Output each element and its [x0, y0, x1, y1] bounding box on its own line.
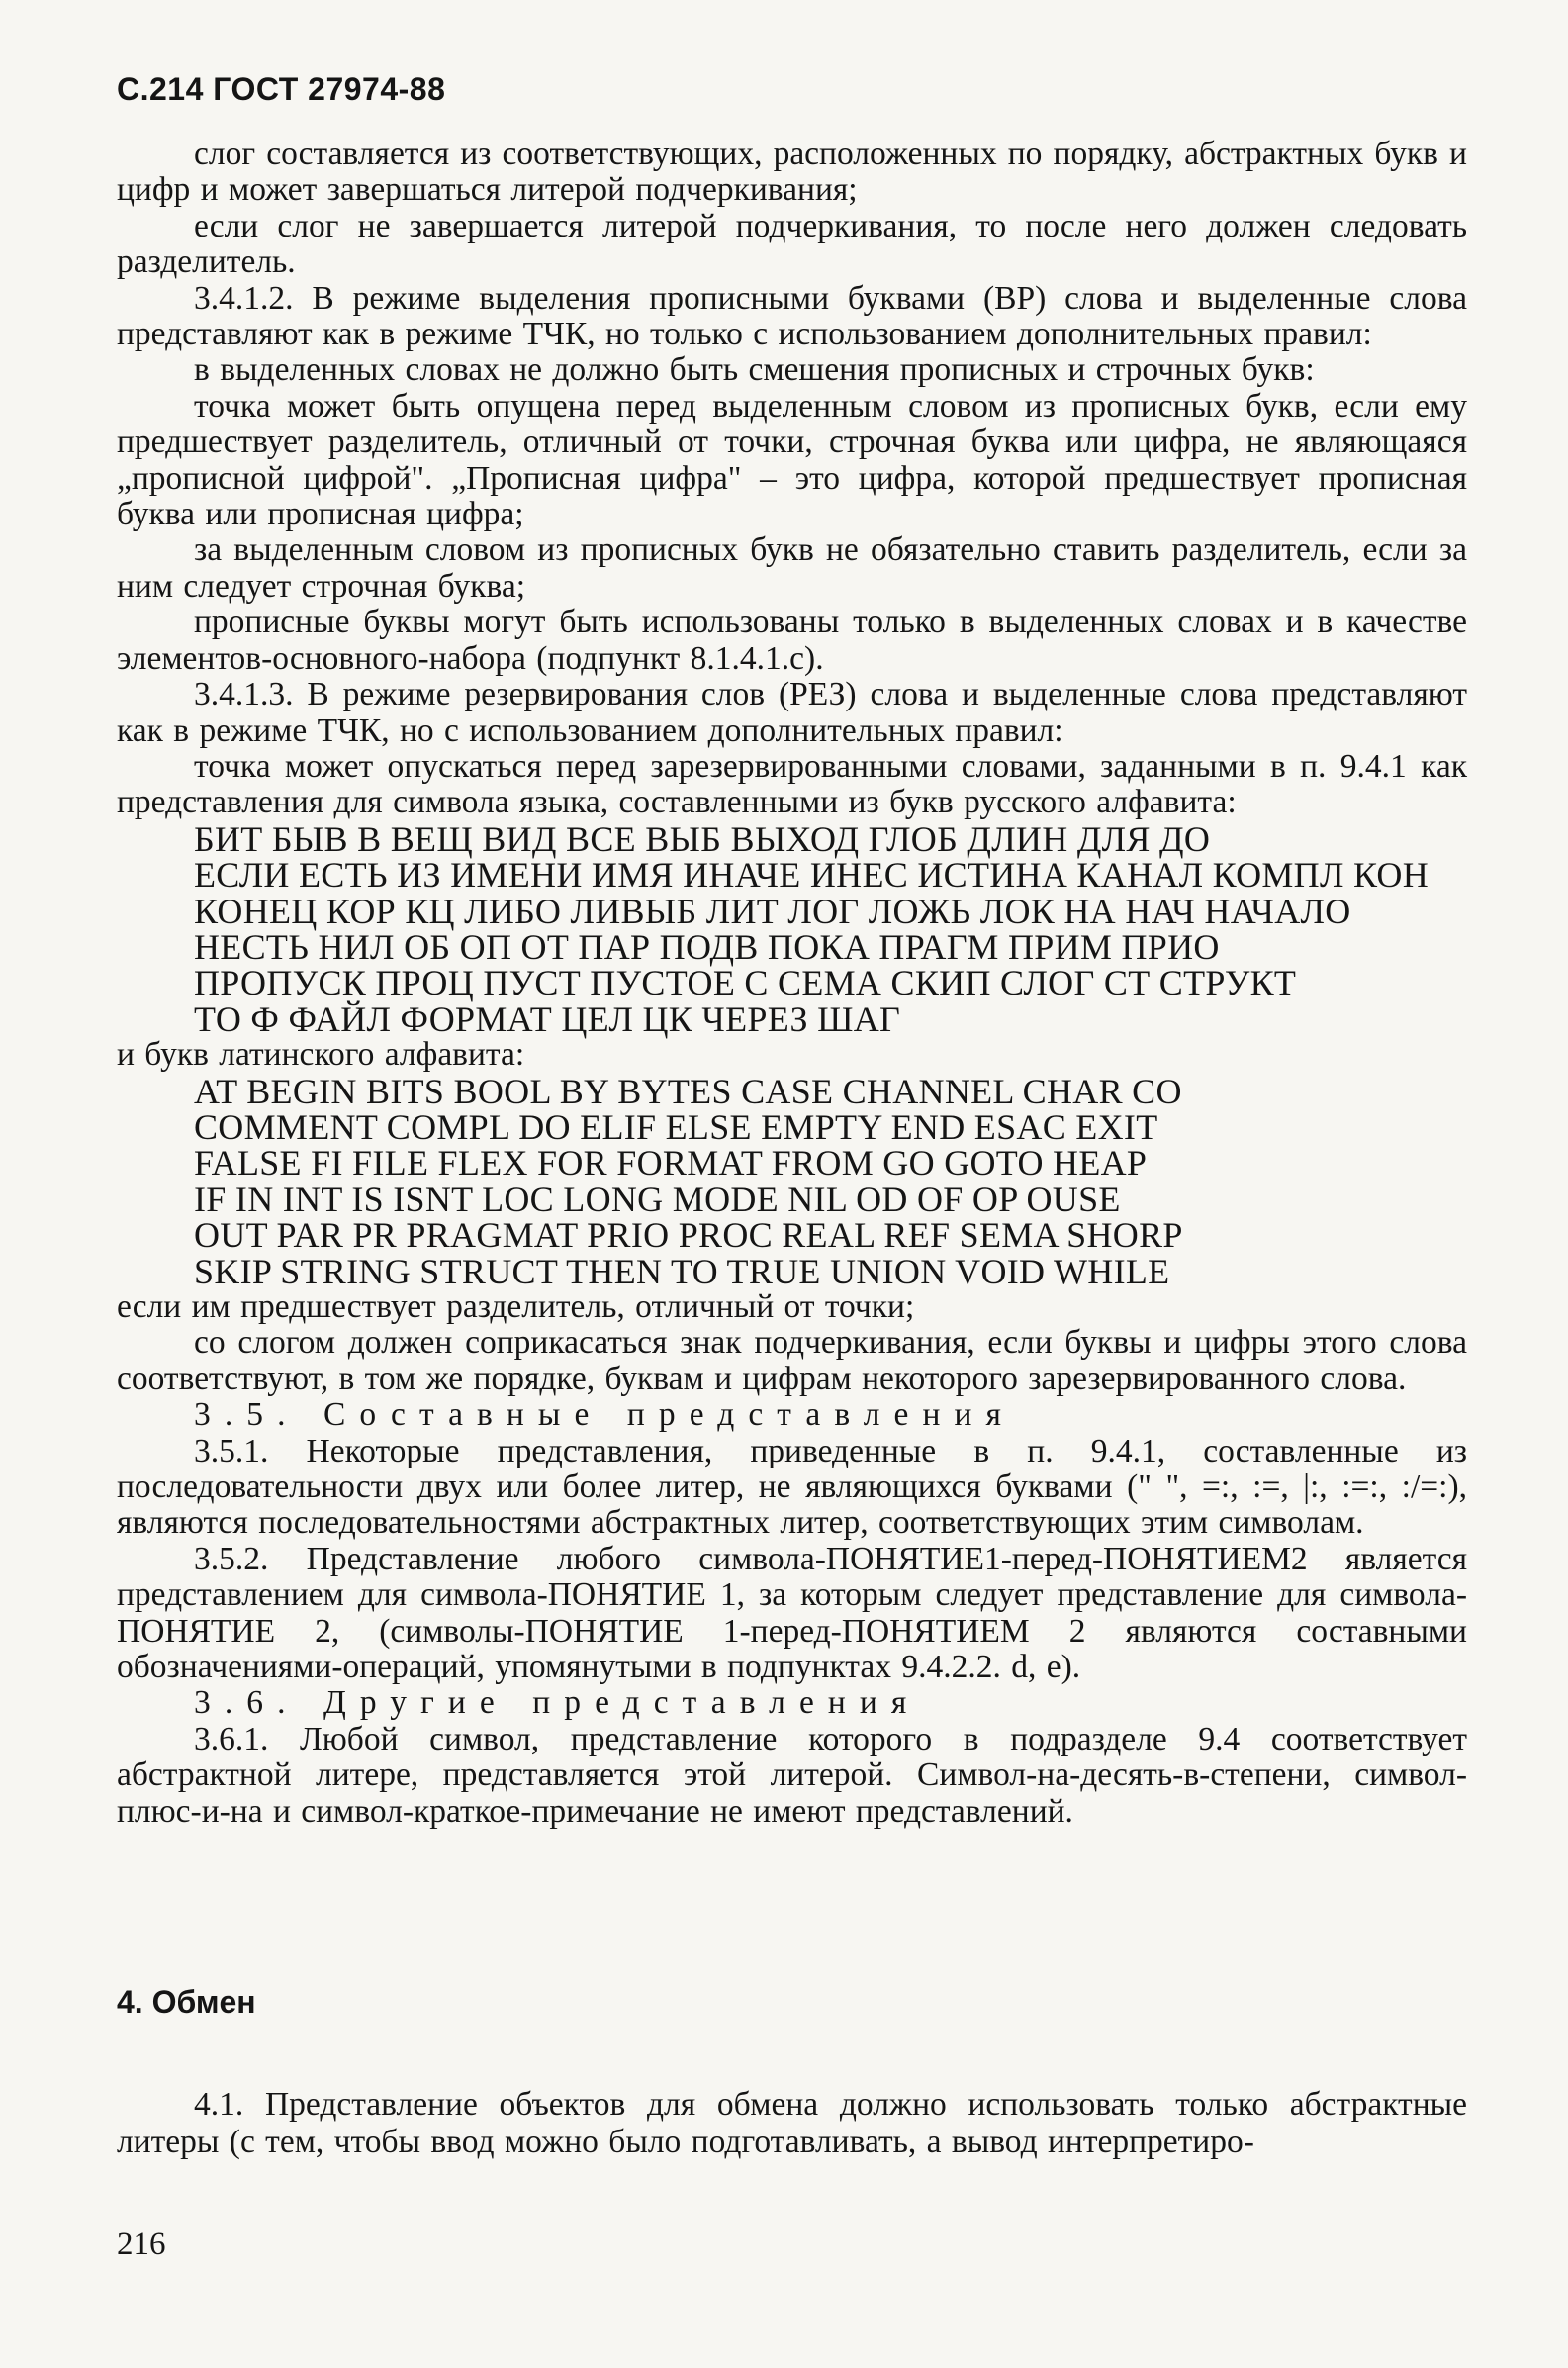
latin-intro: и букв латинского алфавита:: [117, 1036, 525, 1074]
keyword-line: НЕСТЬ НИЛ ОБ ОП ОТ ПАР ПОДВ ПОКА ПРАГМ ПРИМ ПРИО: [194, 926, 1220, 967]
paragraph: за выделенным словом из прописных букв не обязательно ставить разделитель, если за ним следует строчная буква;: [117, 531, 1467, 605]
keyword-line: AT BEGIN BITS BOOL BY BYTES CASE CHANNEL CHAR CO: [194, 1071, 1182, 1111]
paragraph: точка может опускаться перед зарезервированными словами, заданными в п. 9.4.1 как представления для символа языка, составленными из букв русского алфавита:: [117, 747, 1467, 821]
paragraph-3-5-2: 3.5.2. Представление любого символа-ПОНЯТИЕ1-перед-ПОНЯТИЕМ2 является представлением для символа-ПОНЯТИЕ 1, за которым следует представление для символа-ПОНЯТИЕ 2, (символы-ПОНЯТИЕ 1-перед-ПОНЯТИЕМ 2 являются составными обозначениями-операций, упомянутыми в подпунктах 9.4.2.2. d, e).: [117, 1540, 1467, 1686]
keyword-line: OUT PAR PR PRAGMAT PRIO PROC REAL REF SEMA SHORP: [194, 1215, 1183, 1256]
keyword-line: ТО Ф ФАЙЛ ФОРМАТ ЦЕЛ ЦК ЧЕРЕЗ ШАГ: [194, 998, 901, 1039]
paragraph: если слог не завершается литерой подчеркивания, то после него должен следовать разделитель.: [117, 207, 1467, 281]
page-number: 216: [117, 2226, 166, 2262]
paragraph-3-6-1: 3.6.1. Любой символ, представление которого в подразделе 9.4 соответствует абстрактной литере, представляется этой литерой. Символ-на-десять-в-степени, символ-плюс-и-на и символ-краткое-примечание не имеют представлений.: [117, 1720, 1467, 1830]
paragraph-3-4-1-2: 3.4.1.2. В режиме выделения прописными буквами (ВР) слова и выделенные слова представляют как в режиме ТЧК, но только с использованием дополнительных правил:: [117, 279, 1467, 353]
keyword-line: ПРОПУСК ПРОЦ ПУСТ ПУСТОЕ С СЕМА СКИП СЛОГ СТ СТРУКТ: [194, 963, 1297, 1003]
keyword-line: БИТ БЫВ В ВЕЩ ВИД ВСЕ ВЫБ ВЫХОД ГЛОБ ДЛИН ДЛЯ ДО: [194, 818, 1211, 859]
subsection-heading-3-5: 3.5. Составные представления: [194, 1396, 1015, 1434]
paragraph: точка может быть опущена перед выделенным словом из прописных букв, если ему предшествует разделитель, отличный от точки, строчная буква или цифра, не являющаяся „прописной цифрой". „Прописная цифра" – это цифра, которой предшествует прописная буква или прописная цифра;: [117, 387, 1467, 533]
paragraph: слог составляется из соответствующих, расположенных по порядку, абстрактных букв и цифр и может завершаться литерой подчеркивания;: [117, 136, 1467, 209]
keyword-line: IF IN INT IS ISNT LOC LONG MODE NIL OD OF OP OUSE: [194, 1179, 1121, 1219]
keyword-line: FALSE FI FILE FLEX FOR FORMAT FROM GO GOTO HEAP: [194, 1143, 1148, 1184]
keyword-line: SKIP STRING STRUCT THEN TO TRUE UNION VOID WHILE: [194, 1251, 1170, 1291]
russian-keywords-list: [194, 818, 1467, 1039]
keyword-line: COMMENT COMPL DO ELIF ELSE EMPTY END ESAC EXIT: [194, 1106, 1158, 1147]
paragraph-3-4-1-3: 3.4.1.3. В режиме резервирования слов (РЕЗ) слова и выделенные слова представляют как в режиме ТЧК, но с использованием дополнительных правил:: [117, 676, 1467, 749]
section-title-4: 4. Обмен: [117, 1984, 256, 2020]
subsection-heading-3-6: 3.6. Другие представления: [194, 1684, 921, 1722]
paragraph: в выделенных словах не должно быть смешения прописных и строчных букв:: [194, 351, 1315, 389]
latin-keywords-list: [194, 1071, 1467, 1291]
paragraph: если им предшествует разделитель, отличный от точки;: [117, 1288, 915, 1325]
page-header: С.214 ГОСТ 27974-88: [117, 71, 446, 107]
keyword-line: КОНЕЦ КОР КЦ ЛИБО ЛИВЫБ ЛИТ ЛОГ ЛОЖЬ ЛОК НА НАЧ НАЧАЛО: [194, 891, 1351, 931]
paragraph-3-5-1: 3.5.1. Некоторые представления, приведенные в п. 9.4.1, составленные из последовательности двух или более литер, не являющихся буквами (" ", =:, :=, |:, :=:, :/=:), являются последовательностями абстрактных литер, соответствующих этим символам.: [117, 1432, 1467, 1542]
paragraph: прописные буквы могут быть использованы только в выделенных словах и в качестве элементов-основного-набора (подпункт 8.1.4.1.c).: [117, 604, 1467, 677]
paragraph-4-1: 4.1. Представление объектов для обмена должно использовать только абстрактные литеры (с тем, чтобы ввод можно было подготавливать, а вывод интерпретиро-: [117, 2086, 1467, 2160]
body-text: [117, 137, 1467, 1830]
paragraph: со слогом должен соприкасаться знак подчеркивания, если буквы и цифры этого слова соответствуют, в том же порядке, буквам и цифрам некоторого зарезервированного слова.: [117, 1324, 1467, 1397]
keyword-line: ЕСЛИ ЕСТЬ ИЗ ИМЕНИ ИМЯ ИНАЧЕ ИНЕС ИСТИНА КАНАЛ КОМПЛ КОН: [194, 855, 1430, 896]
